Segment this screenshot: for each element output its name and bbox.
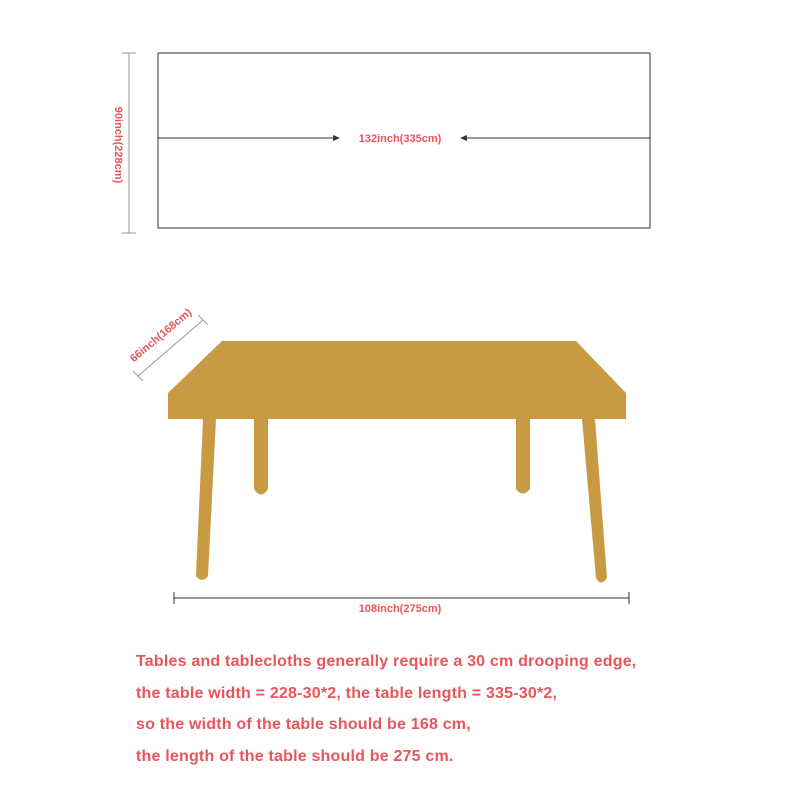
table-leg-front-left [196, 419, 216, 580]
table-length-label: 108inch(275cm) [358, 603, 442, 615]
arrowhead-right-icon [333, 135, 340, 141]
note-line-3: so the width of the table should be 168 cm, [136, 716, 471, 733]
table-top [168, 341, 626, 419]
note-line-4: the length of the table should be 275 cm. [136, 748, 454, 765]
table-leg-front-right [582, 419, 607, 583]
tablecloth-length-label: 132inch(335cm) [358, 133, 442, 145]
table-width-label: 66inch(168cm) [127, 306, 195, 365]
table-leg-back-right [516, 419, 530, 494]
tablecloth-height-label: 90inch(228cm) [112, 106, 124, 184]
arrowhead-left-icon [460, 135, 467, 141]
table-leg-back-left [254, 419, 268, 495]
note-line-1: Tables and tablecloths generally require a 30 cm drooping edge, [136, 653, 637, 670]
note-line-2: the table width = 228-30*2, the table length = 335-30*2, [136, 685, 558, 702]
